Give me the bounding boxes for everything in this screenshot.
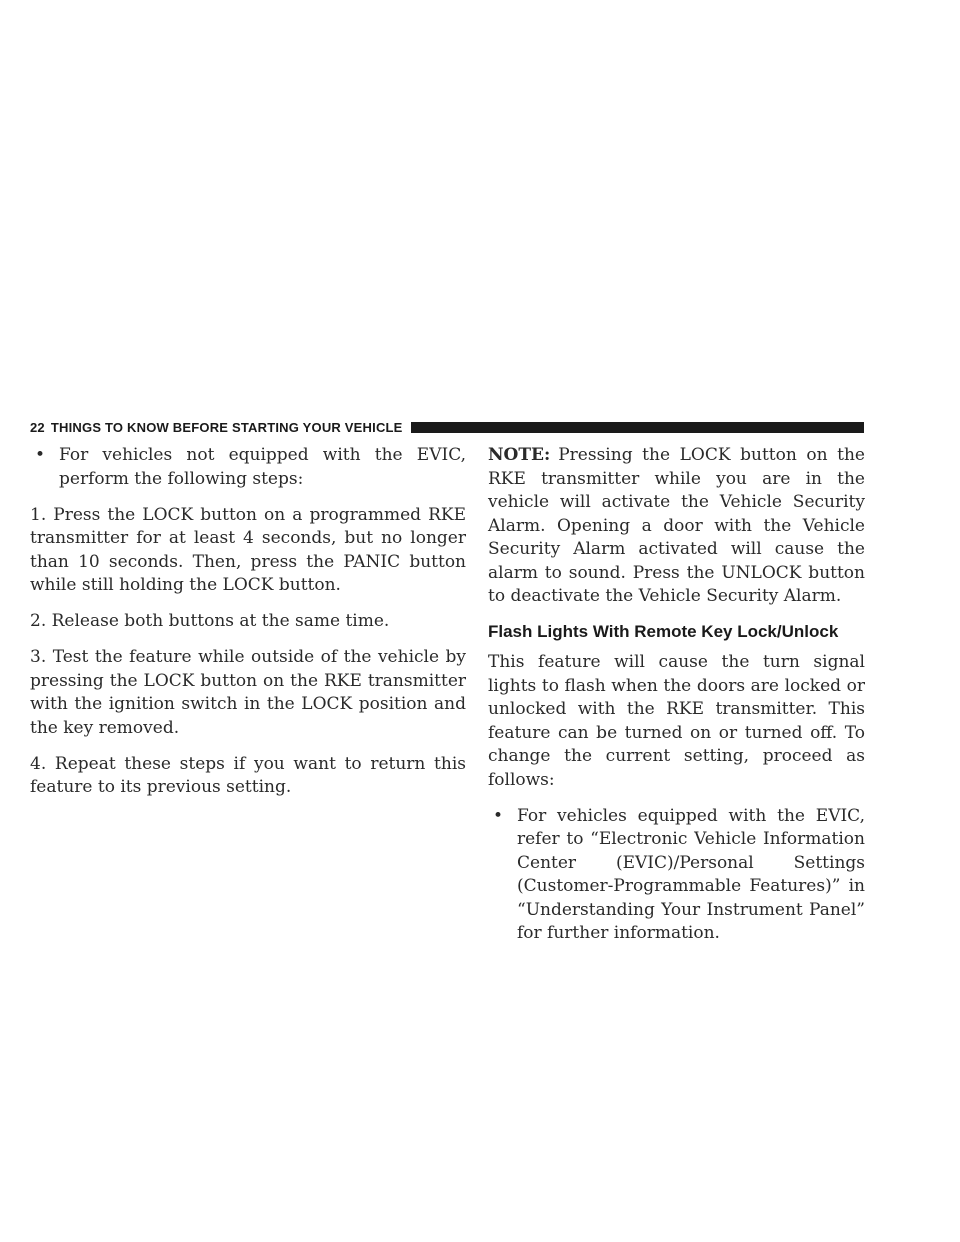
right-column bbox=[488, 444, 865, 958]
step-3: 3. Test the feature while outside of the vehicle by pressing the LOCK button on the RKE transmitter with the ignition switch in the LOCK position and the key removed. bbox=[30, 647, 466, 738]
section-title: THINGS TO KNOW BEFORE STARTING YOUR VEHICLE bbox=[50, 419, 403, 435]
bullet-item-with-evic bbox=[488, 805, 865, 946]
bullet-icon: • bbox=[493, 805, 504, 826]
left-column bbox=[30, 444, 466, 812]
note-paragraph bbox=[488, 444, 865, 609]
step-4: 4. Repeat these steps if you want to return this feature to its previous setting. bbox=[30, 753, 466, 797]
bullet-item-no-evic bbox=[30, 444, 466, 491]
header-rule bbox=[411, 422, 864, 433]
bullet-icon: • bbox=[35, 445, 46, 465]
step-1: 1. Press the LOCK button on a programmed RKE transmitter for at least 4 seconds, but no longer than 10 seconds. Then, press the PANIC button while still holding the LOCK button. bbox=[30, 504, 466, 595]
step-2: 2. Release both buttons at the same time. bbox=[30, 611, 390, 631]
page-number: 22 bbox=[30, 419, 45, 435]
subheading-flash-lights: Flash Lights With Remote Key Lock/Unlock bbox=[488, 622, 839, 641]
intro-paragraph: This feature will cause the turn signal lights to flash when the doors are locked or unlocked with the RKE transmitter. This feature can be turned on or turned off. To change the current setting, proceed as follows: bbox=[488, 652, 865, 790]
note-label: NOTE: bbox=[488, 445, 551, 465]
bullet-text: For vehicles not equipped with the EVIC, perform the following steps: bbox=[59, 445, 466, 489]
page-header bbox=[30, 417, 864, 437]
note-text: Pressing the LOCK button on the RKE transmitter while you are in the vehicle will activate the Vehicle Security Alarm. Opening a door with the Vehicle Security Alarm activated will cause the alarm to sound. Press the UNLOCK button to deactivate the Vehicle Security Alarm. bbox=[488, 445, 865, 606]
bullet-text: For vehicles equipped with the EVIC, refer to “Electronic Vehicle Information Center (EVIC)/Personal Settings (Customer-Programmable Features)” in “Understanding Your Instrument Panel” for further information. bbox=[517, 805, 865, 943]
